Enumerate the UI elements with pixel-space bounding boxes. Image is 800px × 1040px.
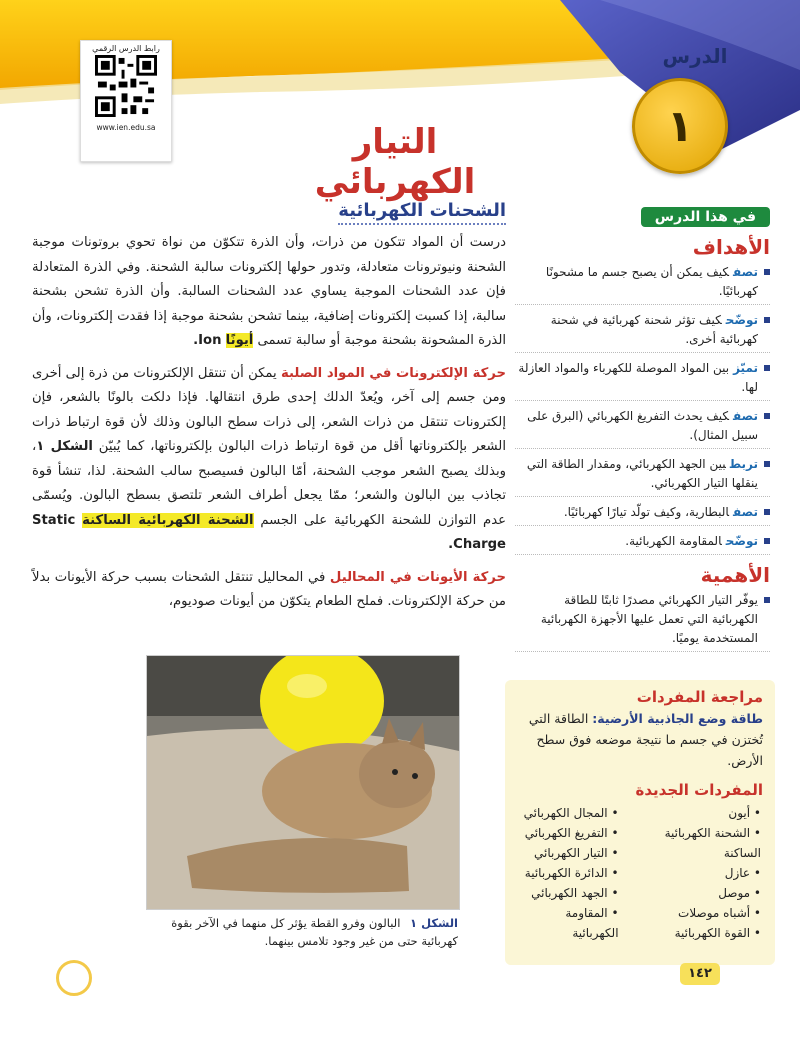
lesson-number-badge: ١ <box>632 78 728 174</box>
goal-item: تربطبين الجهد الكهربائي، ومقدار الطاقة التي ينقلها التيار الكهربائي. <box>515 455 770 497</box>
vocab-column-1 <box>629 803 761 943</box>
vocab-item: • أشباه موصلات <box>629 903 761 923</box>
term-static-charge: الشحنة الكهربائية الساكنة <box>82 512 254 528</box>
goal-item: تصفكيف يحدث التفريغ الكهربائي (البرق على سبيل المثال). <box>515 407 770 449</box>
qr-label: رابط الدرس الرقمي <box>92 44 160 53</box>
goal-item: توضّحكيف تؤثر شحنة كهربائية في شحنة كهربائية أخرى. <box>515 311 770 353</box>
vocab-item: • القوة الكهربائية <box>629 923 761 943</box>
vocab-item: • الشحنة الكهربائية الساكنة <box>629 823 761 863</box>
vocab-item: • عازل <box>629 863 761 883</box>
in-this-lesson-pill: في هذا الدرس <box>641 207 770 227</box>
goals-heading: الأهداف <box>692 235 770 259</box>
page-number: ١٤٢ <box>680 963 720 985</box>
term-ion: أيونًا <box>225 333 254 348</box>
figure-photo-balloon-cat <box>146 655 460 910</box>
qr-code-card[interactable] <box>80 40 172 162</box>
review-heading: مراجعة المفردات <box>636 688 763 706</box>
vocab-column-2 <box>519 803 619 943</box>
vocab-item: • المجال الكهربائي <box>519 803 619 823</box>
qr-url: www.ien.edu.sa <box>96 123 156 132</box>
goal-item: تصفكيف يمكن أن يصبح جسم ما مشحونًا كهربائيًا. <box>515 263 770 305</box>
term-static-charge-en: Static Charge. <box>32 512 506 552</box>
vocab-item: • المقاومة الكهربائية <box>519 903 619 943</box>
lesson-label: الدرس <box>662 44 728 68</box>
section-title: الشحنات الكهربائية <box>338 200 506 225</box>
paragraph-electrons: حركة الإلكترونات في المواد الصلبة يمكن أن تنتقل الإلكترونات من ذرة إلى أخرى ومن جسم إلى آخر، ويُعدّ الدلك إحدى طرق انتقالها. فإذا دلكت بالونًا بالشعر، فإن إلكترونات تنتقل من ذرات الشعر، إلى ذرات سطح البالون وذلك لأن قوة ارتباط ذرات الشعر بإلكتروناتها أقل من قوة ارتباط ذرات البالون بإلكتروناتها، كما يُبيّن الشكل ١، وبذلك يصبح الشعر موجب الشحنة، أمّا البالون فسيصبح سالب الشحنة. لذا، تنشأ قوة تجاذب بين البالون والشعر؛ ممّا يجعل أطراف الشعر تلتصق بسطح البالون. ويُسمّى عدم التوازن للشحنة الكهربائية على الجسم الشحنة الكهربائية الساكنة Static Charge. <box>32 365 507 552</box>
paragraph-charges: درست أن المواد تتكون من ذرات، وأن الذرة تتكوّن من نواة تحوي بروتونات موجبة الشحنة ونيوترونات متعادلة، وتدور حولها إلكترونات سالبة الشحنة. وفي الذرة المتعادلة فإن عدد الشحنات الموجبة يساوي عدد الشحنات السالبة. وأن الذرة تشحن بشحنة سالبة، إذا كسبت إلكترونات إضافية، بينما تشحن بشحنة موجبة إذا فقدت إلكترونات، وأن الذرة المشحونة بشحنة موجبة أو سالبة تسمى أيونًا Ion. <box>32 235 506 348</box>
side-column <box>515 206 770 658</box>
page-title: التيار الكهربائي <box>314 122 476 202</box>
paragraph-ions: حركة الأيونات في المحاليل في المحاليل تنتقل الشحنات بسبب حركة الأيونات بدلاً من حركة الإلكترونات. فملح الطعام يتكوّن من أيونات صوديوم، <box>32 569 506 609</box>
main-column <box>32 200 506 623</box>
vocab-item: • أيون <box>629 803 761 823</box>
qr-code-icon <box>95 55 157 117</box>
new-vocab-list <box>519 803 761 943</box>
subhead-electrons-solids: حركة الإلكترونات في المواد الصلبة <box>280 365 506 381</box>
figure-ref: الشكل ١ <box>36 439 93 454</box>
goal-item: تميّزبين المواد الموصلة للكهرباء والمواد العازلة لها. <box>515 359 770 401</box>
goal-item: تصفالبطارية، وكيف تولّد تيارًا كهربائيًا. <box>515 503 770 526</box>
vocab-item: • التفريغ الكهربائي <box>519 823 619 843</box>
figure-caption: الشكل ١ البالون وفرو القطة يؤثر كل منهما في الآخر بقوة كهربائية حتى من غير وجود تلامس بينهما. <box>171 916 458 948</box>
vocab-item: • موصل <box>629 883 761 903</box>
vocab-item: • الجهد الكهربائي <box>519 883 619 903</box>
review-term: طاقة وضع الجاذبية الأرضية: <box>592 711 763 726</box>
vocab-item: • التيار الكهربائي <box>519 843 619 863</box>
vocabulary-review-box <box>505 680 775 965</box>
goal-item: توضّحالمقاومة الكهربائية. <box>515 532 770 555</box>
publisher-logo-icon <box>56 960 92 996</box>
term-ion-en: Ion. <box>193 333 222 348</box>
goals-list <box>515 263 770 555</box>
review-definition: طاقة وضع الجاذبية الأرضية: الطاقة التي تُختزن في جسم ما نتيجة موضعه فوق سطح الأرض. <box>528 711 763 768</box>
new-vocab-heading: المفردات الجديدة <box>635 781 763 799</box>
importance-heading: الأهمية <box>700 563 770 587</box>
importance-item: يوفّر التيار الكهربائي مصدرًا ثابتًا للطاقة الكهربائية التي تعمل عليها الأجهزة الكهربائية المستخدمة يوميًا. <box>515 591 770 652</box>
vocab-item: • الدائرة الكهربائية <box>519 863 619 883</box>
figure-label: الشكل ١ <box>410 916 458 930</box>
subhead-ions-solutions: حركة الأيونات في المحاليل <box>329 569 506 585</box>
importance-list <box>515 591 770 652</box>
